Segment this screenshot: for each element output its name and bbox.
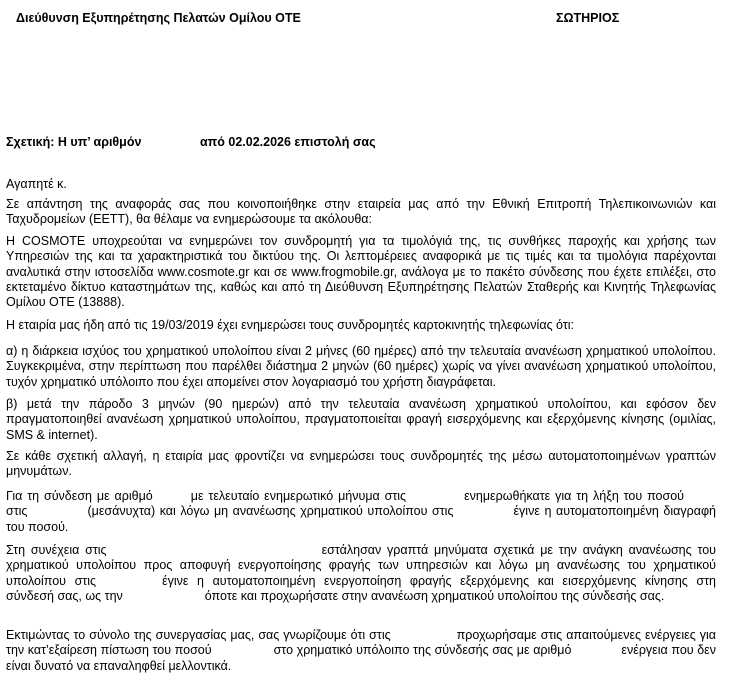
- p7-part-e: (μεσάνυχτα) και λόγω μη ανανέωσης χρηματικού υπολοίπου στις: [87, 504, 454, 519]
- p7-part-c: ενημερωθήκατε για τη λήξη του ποσού: [464, 489, 684, 503]
- paragraph-credit: [6, 628, 716, 674]
- p7-part-f: έγινε η αυτοματοποιημένη διαγραφή του ποσού.: [6, 504, 716, 534]
- p8-part-b: εστάλησαν γραπτά μηνύματα σχετικά με την ανάγκη ανανέωσης του χρηματικού υπολοίπου προς αποφυγή ενεργοποίησης φραγής των υπηρεσιών και λόγω μη ανανέωσης του χρηματικού υπολοίπου στις: [6, 543, 716, 588]
- p7-part-a: Για τη σύνδεση με αριθμό: [6, 489, 153, 503]
- paragraph-barring-details: [6, 543, 716, 604]
- paragraph-notice: Η εταιρία μας ήδη από τις 19/03/2019 έχει ενημερώσει τους συνδρομητές καρτοκινητής τηλεφωνίας ότι:: [6, 318, 575, 332]
- p9-part-d: ενέργεια που δεν είναι δυνατό να επαναληφθεί μελλοντικά.: [6, 643, 717, 673]
- paragraph-response: Σε απάντηση της αναφοράς σας που κοινοποιήθηκε στην εταιρεία μας από την Εθνική Επιτροπή Τηλεπικοινωνιών και Ταχυδρομείων (ΕΕΤΤ), θα θέλαμε να ενημερώσουμε τα ακόλουθα:: [6, 197, 716, 227]
- recipient-name: ΣΩΤΗΡΙΟΣ: [556, 11, 620, 25]
- subject-date: από 02.02.2026 επιστολή σας: [200, 135, 376, 149]
- subject-line: [6, 135, 376, 149]
- paragraph-notifications: Σε κάθε σχετική αλλαγή, η εταιρία μας φροντίζει να ενημερώσει τους συνδρομητές της μέσω αυτοματοποιημένων γραπτών μηνυμάτων.: [6, 449, 716, 479]
- paragraph-obligations: Η COSMOTE υποχρεούται να ενημερώνει τον συνδρομητή για τα τιμολόγιά της, τις συνθήκες παροχής και χρήσης των Υπηρεσιών της και τα χαρακτηριστικά του δικτύου της. Οι λεπτομέρειες αναφορικά με τις τιμές και τα τιμολόγια παρέχονται αναλυτικά στην ιστοσελίδα www.cosmote.gr και σε www.frogmobile.gr, ανάλογα με το πακέτο σύνδεσης που έχετε επιλέξει, στο εκτεταμένο δίκτυο καταστημάτων της, καθώς και από τη Διεύθυνση Εξυπηρέτησης Πελατών Σταθερής και Κινητής Τηλεφωνίας Ομίλου ΟΤΕ (13888).: [6, 234, 716, 310]
- p8-part-c: έγινε η αυτοματοποιημένη ενεργοποίηση φραγής εξερχόμενης και εισερχόμενης κίνησης στη σύνδεσή σας, ως την: [6, 573, 716, 603]
- paragraph-barring: β) μετά την πάροδο 3 μηνών (90 ημερών) από την τελευταία ανανέωση χρηματικού υπολοίπου, και εφόσον δεν πραγματοποιηθεί ανανέωση χρηματικού υπολοίπου, πραγματοποιείται φραγή εισερχόμενης και εξερχόμενης κίνησης (ομιλίας, SMS & internet).: [6, 397, 716, 442]
- p7-part-d: στις: [6, 504, 28, 519]
- p7-part-b: με τελευταίο ενημερωτικό μήνυμα στις: [190, 489, 407, 503]
- p9-part-a: Εκτιμώντας το σύνολο της συνεργασίας μας, σας γνωρίζουμε ότι στις: [6, 628, 391, 642]
- paragraph-balance-validity: α) η διάρκεια ισχύος του χρηματικού υπολοίπου είναι 2 μήνες (60 ημέρες) από την τελευταία ανανέωση χρηματικού υπολοίπου. Συγκεκριμένα, στην περίπτωση που παρέλθει διάστημα 2 μηνών (60 ημέρες) χωρίς να γίνει ανανέωση χρηματικού υπολοίπου, τυχόν χρηματικό υπόλοιπο που έχει απομείνει στον λογαριασμό του χρήστη διαγράφεται.: [6, 344, 716, 389]
- p8-part-a: Στη συνέχεια στις: [6, 543, 107, 557]
- p8-part-d: όποτε και προχωρήσατε στην ανανέωση χρηματικού υπολοίπου της σύνδεσής σας.: [204, 588, 665, 603]
- department-header: Διεύθυνση Εξυπηρέτησης Πελατών Ομίλου ΟΤΕ: [16, 11, 301, 25]
- subject-label: Σχετική: Η υπ’ αριθμόν: [6, 135, 142, 149]
- p9-part-c: στο χρηματικό υπόλοιπο της σύνδεσής σας με αριθμό: [273, 643, 572, 658]
- paragraph-account-details: [6, 489, 716, 535]
- greeting: Αγαπητέ κ.: [6, 177, 67, 191]
- p9-part-b: προχωρήσαμε στις απαιτούμενες ενέργειες για την κατ’εξαίρεση πίστωση του ποσού: [6, 628, 717, 658]
